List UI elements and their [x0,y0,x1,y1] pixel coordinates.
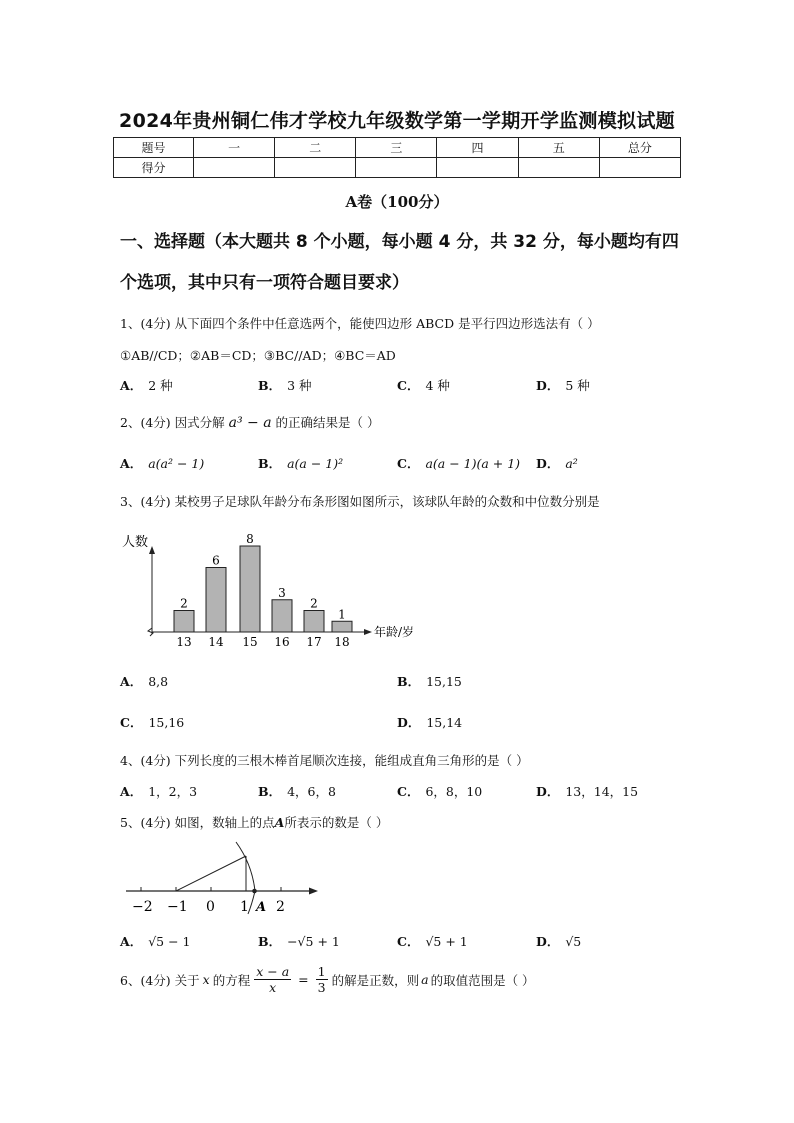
q2-expression: a³ − a [228,415,272,431]
q6-stem-post1: 的解是正数，则 [331,972,420,988]
q3-option-b[interactable] [397,672,462,690]
q6-fraction-left [254,964,291,995]
chart-x-arrow [364,629,372,635]
score-header-cell: 四 [437,138,518,158]
bar-value-label: 3 [278,585,286,600]
q5-stem-pre: 5、(4分) 如图，数轴上的点 [120,815,275,830]
score-cell[interactable] [356,158,437,178]
option-label: A． [120,456,143,471]
bar-age-17 [304,611,324,633]
bar-age-15 [240,546,260,632]
score-header-cell: 题号 [114,138,194,158]
option-text: 4 种 [425,378,450,393]
q2-option-d[interactable] [536,454,578,472]
option-text: 2 种 [148,378,173,393]
option-text: 13，14，15 [565,784,639,799]
q1-option-b[interactable] [258,376,312,394]
option-label: C． [397,456,420,471]
label-1: 1 [240,899,249,915]
option-text: 15,14 [426,715,463,730]
q2-option-c[interactable] [397,454,520,472]
q6-frac-right-den: 3 [317,980,326,995]
score-cell[interactable] [194,158,275,178]
option-text: a² [565,456,578,471]
bar-value-label: 8 [246,532,254,546]
age-bar-chart [118,528,448,653]
option-text: 6，8，10 [425,784,483,799]
option-label: A． [120,784,143,799]
option-label: D． [536,456,560,471]
option-text: 5 种 [565,378,590,393]
option-text: √5 + 1 [425,934,468,949]
x-tick-label: 17 [306,635,322,649]
q3-option-c[interactable] [120,713,184,731]
q5-point-label: A [274,815,285,830]
x-tick-label: 16 [274,635,290,649]
q3-option-d[interactable] [397,713,462,731]
score-cell[interactable] [275,158,356,178]
score-row-label: 得分 [114,158,194,178]
x-tick-label: 15 [242,635,258,649]
label-2: 2 [276,899,285,915]
score-header-cell: 二 [275,138,356,158]
score-cell[interactable] [518,158,599,178]
q1-option-a[interactable] [120,376,173,394]
option-label: C． [397,784,420,799]
option-label: D． [536,784,560,799]
score-cell[interactable] [599,158,680,178]
option-label: C． [120,715,143,730]
q6-var-a: a [421,972,429,987]
q4-stem: 4、(4分) 下列长度的三根木棒首尾顺次连接，能组成直角三角形的是（ ） [120,753,529,768]
option-label: B． [258,456,282,471]
option-text: 15,15 [426,674,462,689]
section-a-heading: A卷（100分） [345,193,449,211]
q6-frac-left-num: x − a [256,964,290,979]
q6-stem-pre: 6、(4分) 关于 [120,972,200,988]
score-table-score-row [114,158,681,178]
q4-option-a[interactable] [120,782,197,800]
q5-stem-post: 所表示的数是（ ） [284,815,389,830]
q5-option-c[interactable] [397,932,468,950]
label-neg1: −1 [167,899,188,915]
x-tick-label: 18 [334,635,350,649]
option-text: 15,16 [148,715,185,730]
q3-stem: 3、(4分) 某校男子足球队年龄分布条形图如图所示，该球队年龄的众数和中位数分别是 [120,494,600,509]
q4-option-c[interactable] [397,782,482,800]
option-text: √5 − 1 [148,934,191,949]
q6-frac-left-den: x [269,980,277,995]
score-header-cell: 三 [356,138,437,158]
number-line-arrow [309,888,318,895]
q1-option-c[interactable] [397,376,450,394]
option-text: −√5 + 1 [287,934,340,949]
option-text: 8,8 [148,674,169,689]
q1-stem: 1、(4分) 从下面四个条件中任意选两个，能使四边形 ABCD 是平行四边形选法有（ ） [120,316,600,331]
score-header-cell: 五 [518,138,599,158]
q6-var-x: x [202,972,210,987]
option-text: 1，2，3 [148,784,198,799]
option-label: D． [536,934,560,949]
q2-option-b[interactable] [258,454,343,472]
x-tick-label: 14 [208,635,224,649]
option-text: a(a − 1)² [287,456,344,471]
q6-stem-post2: 的取值范围是（ ） [430,972,535,988]
option-text: a(a − 1)(a + 1) [425,456,521,471]
score-cell[interactable] [437,158,518,178]
option-label: D． [397,715,421,730]
option-text: 4，6，8 [287,784,336,799]
q5-option-d[interactable] [536,932,581,950]
option-label: B． [397,674,421,689]
q4-option-d[interactable] [536,782,638,800]
bar-age-18 [332,621,352,632]
label-point-a: A [256,900,267,915]
bar-age-13 [174,611,194,633]
q6-frac-right-num: 1 [317,964,326,979]
q2-stem-pre: 2、(4分) 因式分解 [120,415,225,430]
bar-age-16 [272,600,292,632]
exam-title: 2024年贵州铜仁伟才学校九年级数学第一学期开学监测模拟试题 [119,110,675,132]
part1-heading: 一、选择题（本大题共 8 个小题，每小题 4 分，共 32 分，每小题均有四个选项，其中只有一项符合题目要求） [120,232,679,293]
option-label: B． [258,378,282,393]
q5-stem [120,813,388,831]
q5-option-a[interactable] [120,932,191,950]
number-line-figure [118,838,328,918]
option-text: 3 种 [287,378,312,393]
q2-stem [120,413,380,431]
option-label: D． [536,378,560,393]
q2-option-a[interactable] [120,454,204,472]
option-text: a(a² − 1) [148,456,205,471]
score-header-cell: 一 [194,138,275,158]
q3-option-a[interactable] [120,672,168,690]
score-header-cell: 总分 [599,138,680,158]
bar-value-label: 1 [338,607,346,622]
label-neg2: −2 [132,899,153,915]
option-label: C． [397,378,420,393]
score-table [113,137,681,178]
q1-conditions: ①AB//CD；②AB＝CD；③BC//AD；④BC＝AD [120,348,396,363]
q1-option-d[interactable] [536,376,590,394]
bar-value-label: 6 [212,553,220,568]
option-label: B． [258,934,282,949]
q6-fraction-right [316,964,328,995]
bar-value-label: 2 [310,596,318,611]
chart-ylabel: 人数 [122,535,149,550]
option-label: A． [120,934,143,949]
option-label: C． [397,934,420,949]
q6-equals: = [298,972,309,987]
q6-stem [120,964,535,995]
x-tick-label: 13 [176,635,192,649]
option-text: √5 [565,934,582,949]
bar-value-label: 2 [180,596,188,611]
bar-age-14 [206,568,226,633]
option-label: A． [120,674,143,689]
chart-xlabel: 年龄/岁 [374,625,415,639]
q5-option-b[interactable] [258,932,340,950]
q2-stem-post: 的正确结果是（ ） [275,415,380,430]
point-a-dot [252,889,257,894]
q6-stem-mid: 的方程 [212,972,251,988]
chart-y-arrow [149,546,155,554]
q4-option-b[interactable] [258,782,336,800]
hypotenuse-segment [176,856,246,891]
option-label: A． [120,378,143,393]
label-0: 0 [206,899,215,915]
option-label: B． [258,784,282,799]
score-table-header-row [114,138,681,158]
